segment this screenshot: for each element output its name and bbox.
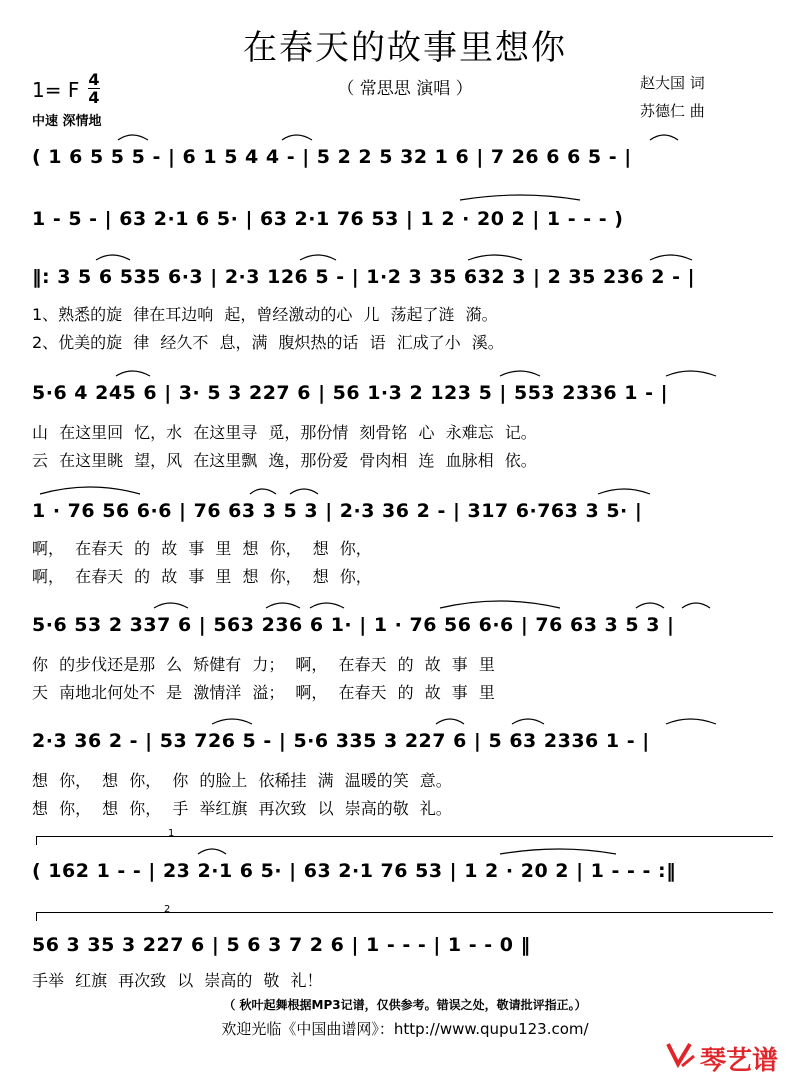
music-row-8: ( 162 1 - - | 23 2·1 6 5· | 63 2·1 76 53 | 1 2 · 20 2 | 1 - - - :‖ — [32, 860, 677, 882]
lyric-row-3a: 啊， 在春天 的 故 事 里 想 你， 想 你， — [32, 539, 372, 558]
source-note: （ 秋叶起舞根据MP3记谱，仅供参考。错误之处，敬请批评指正。） — [223, 998, 587, 1012]
lyric-row-5a: 想 你， 想 你， 你 的脸上 依稀挂 满 温暖的笑 意。 — [32, 771, 452, 790]
lyric-row-4b: 天 南地北何处不 是 激情洋 溢； 啊， 在春天 的 故 事 里 — [32, 683, 495, 702]
music-row-7: 2·3 36 2 - | 53 726 5 - | 5·6 335 3 227 6 | 5 63 2336 1 - | — [32, 730, 650, 752]
music-row-3: ‖: 3 5 6 535 6·3 | 2·3 126 5 - | 1·2 3 35 632 3 | 2 35 236 2 - | — [32, 266, 696, 288]
lyric-row-2b: 云 在这里眺 望，风 在这里飘 逸，那份爱 骨肉相 连 血脉相 依。 — [32, 451, 537, 470]
music-row-2: 1 - 5 - | 63 2·1 6 5· | 63 2·1 76 53 | 1 2 · 20 2 | 1 - - - ) — [32, 208, 624, 230]
key-signature: 1= F — [32, 78, 80, 102]
welcome-link-text: 欢迎光临《中国曲谱网》：http://www.qupu123.com/ — [221, 1020, 589, 1038]
composer-credit: 苏德仁 曲 — [640, 102, 705, 120]
time-signature-top: 4 — [88, 70, 100, 89]
lyricist-credit: 赵大国 词 — [640, 74, 705, 92]
singer-credit: （ 常思思 演唱 ） — [337, 79, 473, 99]
music-row-9: 56 3 35 3 227 6 | 5 6 3 7 2 6 | 1 - - - | 1 - - 0 ‖ — [32, 934, 531, 956]
volta-number-1: 1 — [168, 828, 175, 839]
music-row-6: 5·6 53 2 337 6 | 563 236 6 1· | 1 · 76 56 6·6 | 76 63 3 5 3 | — [32, 614, 675, 636]
lyric-row-1b: 2、优美的旋 律 经久不 息，满 腹炽热的话 语 汇成了小 溪。 — [32, 333, 504, 352]
lyric-row-3b: 啊， 在春天 的 故 事 里 想 你， 想 你， — [32, 567, 372, 586]
music-row-1: ( 1 6 5 5 5 - | 6 1 5 4 4 - | 5 2 2 5 32 1 6 | 7 26 6 6 5 - | — [32, 146, 632, 168]
volta-number-2: 2 — [164, 904, 171, 915]
lyric-row-4a: 你 的步伐还是那 么 矫健有 力； 啊， 在春天 的 故 事 里 — [32, 655, 495, 674]
song-title: 在春天的故事里想你 — [243, 28, 567, 68]
lyric-row-5b: 想 你， 想 你， 手 举红旗 再次致 以 崇高的敬 礼。 — [32, 799, 452, 818]
time-signature-bottom: 4 — [88, 88, 100, 107]
lyric-row-1a: 1、熟悉的旋 律在耳边响 起，曾经激动的心 儿 荡起了涟 漪。 — [32, 305, 498, 324]
lyric-row-6: 手举 红旗 再次致 以 崇高的 敬 礼！ — [32, 971, 323, 990]
music-row-4: 5·6 4 245 6 | 3· 5 3 227 6 | 56 1·3 2 123 5 | 553 2336 1 - | — [32, 382, 669, 404]
tempo-marking: 中速 深情地 — [32, 114, 102, 129]
lyric-row-2a: 山 在这里回 忆，水 在这里寻 觅，那份情 刻骨铭 心 永难忘 记。 — [32, 423, 537, 442]
music-row-5: 1 · 76 56 6·6 | 76 63 3 5 3 | 2·3 36 2 - | 317 6·763 3 5· | — [32, 500, 643, 522]
logo-text: 琴艺谱 — [700, 1046, 779, 1076]
